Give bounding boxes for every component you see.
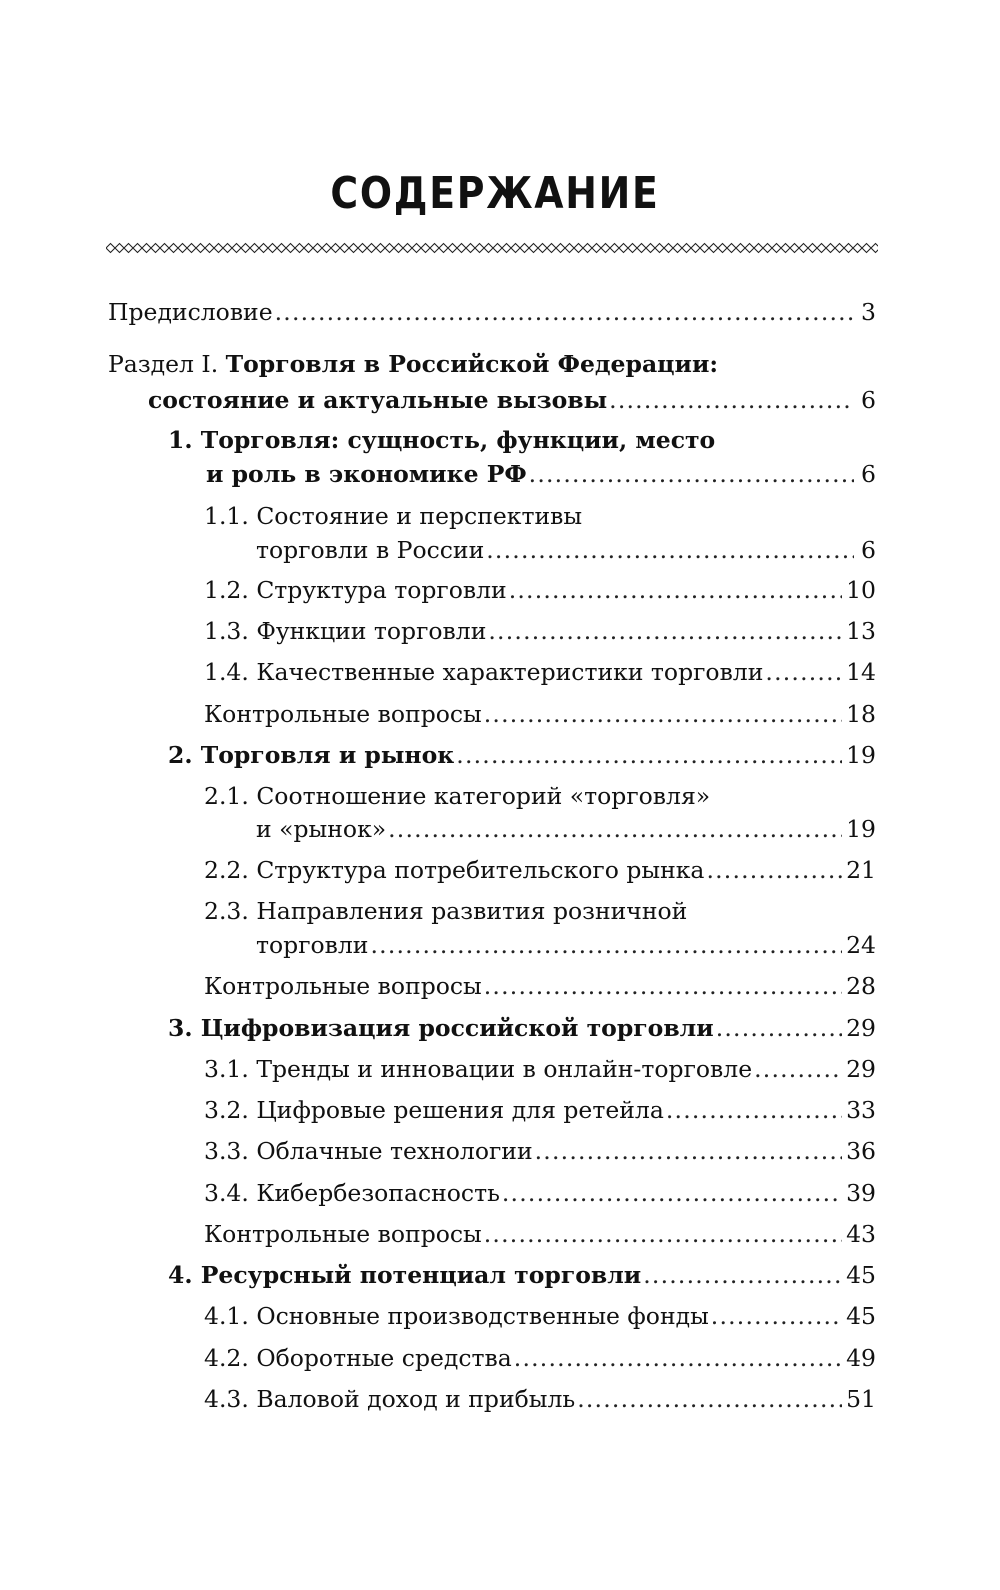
toc-entry-section-1[interactable] [148,384,876,416]
toc-entry-subsection-2-3[interactable] [256,929,876,961]
toc-page-number: 10 [846,576,876,604]
toc-page-number: 19 [846,741,876,769]
page-title: СОДЕРЖАНИЕ [330,168,660,219]
dot-leader [488,615,842,647]
toc-entry-chapter-2[interactable] [168,739,876,771]
toc-entry-title: 3.4. Кибербезопасность [204,1179,500,1207]
toc-entry-review-questions-1[interactable] [204,698,876,730]
toc-page-number: 6 [861,386,876,414]
toc-page-number: 43 [846,1220,876,1248]
toc-page-number: 21 [846,856,876,884]
toc-entry-subsection-1-4[interactable] [204,656,876,688]
toc-entry-title: 4.2. Оборотные средства [204,1344,512,1372]
toc-entry-title: 4.3. Валовой доход и прибыль [204,1385,576,1413]
toc-entry-subsection-4-2[interactable] [204,1342,876,1374]
dot-leader [609,384,854,416]
dot-leader [502,1177,842,1209]
dot-leader [754,1053,842,1085]
dot-leader [706,854,842,886]
dot-leader [716,1012,842,1044]
toc-entry-title: 3. Цифровизация российской торговли [168,1014,714,1042]
dot-leader [514,1342,842,1374]
toc-subsection-2-1-line1: 2.1. Соотношение категорий «торговля» [204,782,711,810]
toc-page-number: 6 [861,536,876,564]
toc-page-number: 13 [846,617,876,645]
toc-page-number: 18 [846,700,876,728]
toc-entry-title: 4. Ресурсный потенциал торговли [168,1261,642,1289]
dot-leader [577,1383,842,1415]
toc-page-number: 6 [861,460,876,488]
toc-page-number: 45 [846,1261,876,1289]
toc-entry-subsection-3-1[interactable] [204,1053,876,1085]
toc-entry-title: и «рынок» [256,815,387,843]
toc-page-number: 33 [846,1096,876,1124]
toc-page-number: 29 [846,1055,876,1083]
toc-entry-title: 3.1. Тренды и инновации в онлайн-торговле [204,1055,753,1083]
toc-entry-preface[interactable] [108,296,876,328]
toc-entry-title: 1.2. Структура торговли [204,576,507,604]
dot-leader [486,534,854,566]
toc-entry-title: и роль в экономике РФ [206,460,527,488]
toc-page-number: 28 [846,972,876,1000]
dot-leader [509,574,842,606]
toc-chapter-1-line1: 1. Торговля: сущность, функции, место [168,426,716,454]
toc-entry-title: Предисловие [108,298,273,326]
toc-entry-subsection-4-3[interactable] [204,1383,876,1415]
toc-entry-subsection-2-1[interactable] [256,813,876,845]
dot-leader [484,1218,842,1250]
toc-entry-title: 2.2. Структура потребительского рынка [204,856,705,884]
toc-page-number: 24 [846,931,876,959]
dot-leader [535,1135,842,1167]
toc-entry-title: 4.1. Основные производственные фонды [204,1302,709,1330]
toc-entry-subsection-3-2[interactable] [204,1094,876,1126]
dot-leader [370,929,842,961]
toc-page-number: 36 [846,1137,876,1165]
toc-page-number: 51 [846,1385,876,1413]
toc-entry-title: 1.3. Функции торговли [204,617,487,645]
toc-page-number: 19 [846,815,876,843]
dot-leader [275,296,854,328]
toc-entry-subsection-4-1[interactable] [204,1300,876,1332]
toc-entry-title: Контрольные вопросы [204,972,482,1000]
toc-entry-chapter-4[interactable] [168,1259,876,1291]
toc-entry-chapter-3[interactable] [168,1012,876,1044]
toc-entry-title: торговли в России [256,536,485,564]
toc-page-number: 49 [846,1344,876,1372]
toc-entry-subsection-2-2[interactable] [204,854,876,886]
toc-section-1-heading [108,348,718,380]
dot-leader [388,813,842,845]
toc-entry-title: торговли [256,931,369,959]
dot-leader [484,970,842,1002]
toc-page-number: 45 [846,1302,876,1330]
toc-entry-subsection-3-3[interactable] [204,1135,876,1167]
dot-leader [765,656,842,688]
toc-entry-title: 1.4. Качественные характеристики торговли [204,658,764,686]
toc-entry-subsection-1-2[interactable] [204,574,876,606]
dot-leader [484,698,842,730]
dot-leader [529,458,854,490]
toc-section-prefix: Раздел I. [108,350,226,378]
toc-page-number: 39 [846,1179,876,1207]
toc-entry-subsection-3-4[interactable] [204,1177,876,1209]
toc-page-number: 3 [861,298,876,326]
toc-entry-review-questions-2[interactable] [204,970,876,1002]
toc-subsection-1-1-line1: 1.1. Состояние и перспективы [204,502,583,530]
toc-entry-review-questions-3[interactable] [204,1218,876,1250]
dot-leader [711,1300,842,1332]
dot-leader [643,1259,842,1291]
toc-entry-title: 2. Торговля и рынок [168,741,455,769]
toc-entry-chapter-1[interactable] [206,458,876,490]
toc-entry-title: Контрольные вопросы [204,1220,482,1248]
toc-entry-subsection-1-3[interactable] [204,615,876,647]
toc-page-number: 14 [846,658,876,686]
toc-page-number: 29 [846,1014,876,1042]
dot-leader [456,739,842,771]
toc-entry-title: состояние и актуальные вызовы [148,386,608,414]
toc-entry-title: Контрольные вопросы [204,700,482,728]
toc-subsection-2-3-line1: 2.3. Направления развития розничной [204,897,688,925]
toc-entry-title: 3.3. Облачные технологии [204,1137,533,1165]
toc-section-title-line1: Торговля в Российской Федерации: [225,350,719,378]
toc-entry-subsection-1-1[interactable] [256,534,876,566]
dot-leader [666,1094,842,1126]
toc-entry-title: 3.2. Цифровые решения для ретейла [204,1096,664,1124]
